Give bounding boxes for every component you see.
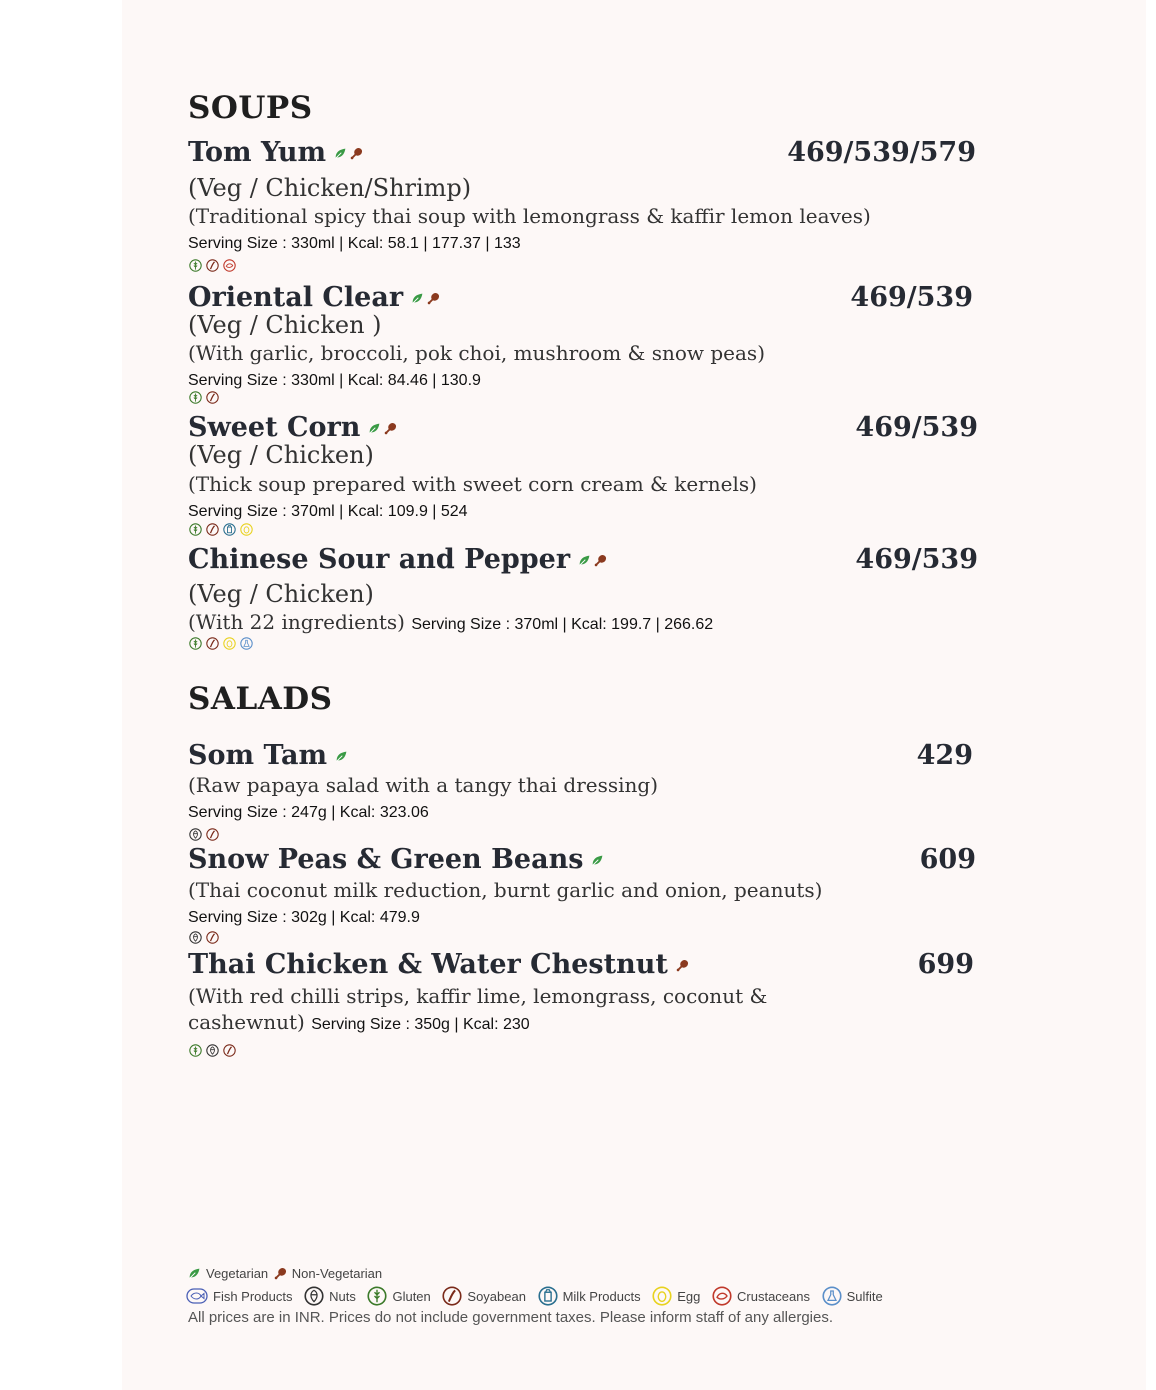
allergens-chinese-sour-pepper <box>189 637 253 651</box>
vegetarian-icon <box>368 422 381 435</box>
legend-gluten: Gluten <box>392 1288 431 1304</box>
legend-sulfite: Sulfite <box>846 1288 883 1304</box>
allergens-thai-chicken <box>189 1044 236 1058</box>
variant-tom-yum: (Veg / Chicken/Shrimp) <box>188 174 472 202</box>
nuts-icon <box>189 931 202 944</box>
fish-products-icon <box>186 1286 208 1306</box>
serving-sweet-corn: Serving Size : 370ml | Kcal: 109.9 | 524 <box>188 503 468 520</box>
soybean-icon <box>206 391 219 404</box>
price-thai-chicken: 699 <box>917 949 974 980</box>
non-vegetarian-icon <box>594 554 607 567</box>
price-chinese-sour-pepper: 469/539 <box>855 544 978 575</box>
soybean-icon <box>223 1044 236 1057</box>
crustaceans-icon <box>712 1286 732 1306</box>
serving-som-tam: Serving Size : 247g | Kcal: 323.06 <box>188 804 429 821</box>
vegetarian-icon <box>335 750 348 763</box>
gluten-icon <box>189 523 202 536</box>
legend-egg: Egg <box>677 1288 701 1304</box>
soybean-icon <box>206 259 219 272</box>
non-vegetarian-icon <box>676 959 689 972</box>
allergens-sweet-corn <box>189 523 253 537</box>
nuts-icon <box>189 828 202 841</box>
price-sweet-corn: 469/539 <box>855 412 978 443</box>
crustaceans-icon <box>223 259 236 272</box>
non-vegetarian-icon <box>350 147 363 160</box>
description-thai-chicken-line2: cashewnut) Serving Size : 350g | Kcal: 230 <box>188 1010 530 1034</box>
soybean-icon <box>206 828 219 841</box>
description-oriental-clear: (With garlic, broccoli, pok choi, mushroom & snow peas) <box>188 341 765 365</box>
item-name-sweet-corn: Sweet Corn <box>188 412 397 443</box>
vegetarian-icon <box>591 854 604 867</box>
non-vegetarian-icon <box>274 1267 287 1280</box>
item-name-som-tam: Som Tam <box>188 740 348 771</box>
legend-fish: Fish Products <box>213 1288 293 1304</box>
legend-crustaceans: Crustaceans <box>737 1288 810 1304</box>
price-som-tam: 429 <box>916 740 973 771</box>
sulfite-icon <box>822 1286 842 1306</box>
variant-chinese-sour-pepper: (Veg / Chicken) <box>188 580 374 608</box>
variant-oriental-clear: (Veg / Chicken ) <box>188 311 382 339</box>
item-name-snow-peas: Snow Peas & Green Beans <box>188 844 604 875</box>
vegetarian-icon <box>334 147 347 160</box>
non-vegetarian-icon <box>384 422 397 435</box>
serving-tom-yum: Serving Size : 330ml | Kcal: 58.1 | 177.37 | 133 <box>188 235 521 252</box>
gluten-icon <box>367 1286 387 1306</box>
legend-vegetarian: Vegetarian <box>206 1266 269 1281</box>
price-snow-peas: 609 <box>919 844 976 875</box>
egg-icon <box>223 637 236 650</box>
section-title-soups: SOUPS <box>188 90 313 126</box>
milk-products-icon <box>538 1286 558 1306</box>
allergen-legend <box>186 1286 891 1309</box>
item-name-oriental-clear: Oriental Clear <box>188 282 440 313</box>
allergens-som-tam <box>189 828 219 842</box>
serving-oriental-clear: Serving Size : 330ml | Kcal: 84.46 | 130.9 <box>188 372 481 389</box>
gluten-icon <box>189 637 202 650</box>
legend-non-vegetarian: Non-Vegetarian <box>291 1266 383 1281</box>
item-name-chinese-sour-pepper: Chinese Sour and Pepper <box>188 544 607 575</box>
description-snow-peas: (Thai coconut milk reduction, burnt garlic and onion, peanuts) <box>188 878 823 902</box>
item-name-tom-yum: Tom Yum <box>188 137 363 168</box>
soybean-icon <box>206 931 219 944</box>
diet-legend <box>188 1266 390 1283</box>
serving-chinese-sour-pepper: Serving Size : 370ml | Kcal: 199.7 | 266.62 <box>411 616 714 633</box>
nuts-icon <box>304 1286 324 1306</box>
allergens-oriental-clear <box>189 391 219 405</box>
soybean-icon <box>442 1286 462 1306</box>
vegetarian-icon <box>411 292 424 305</box>
allergens-tom-yum <box>189 259 236 273</box>
egg-icon <box>652 1286 672 1306</box>
serving-thai-chicken: Serving Size : 350g | Kcal: 230 <box>311 1016 530 1033</box>
milk-products-icon <box>223 523 236 536</box>
price-oriental-clear: 469/539 <box>850 282 973 313</box>
gluten-icon <box>189 1044 202 1057</box>
variant-sweet-corn: (Veg / Chicken) <box>188 441 374 469</box>
description-som-tam: (Raw papaya salad with a tangy thai dressing) <box>188 773 658 797</box>
vegetarian-icon <box>188 1267 201 1280</box>
legend-milk: Milk Products <box>562 1288 641 1304</box>
legend-nuts: Nuts <box>329 1288 356 1304</box>
legend-soybean: Soyabean <box>467 1288 526 1304</box>
gluten-icon <box>189 391 202 404</box>
nuts-icon <box>206 1044 219 1057</box>
section-title-salads: SALADS <box>188 681 333 717</box>
footer-note: All prices are in INR. Prices do not include government taxes. Please inform staff of any allergies. <box>188 1309 834 1326</box>
vegetarian-icon <box>578 554 591 567</box>
description-sweet-corn: (Thick soup prepared with sweet corn cream & kernels) <box>188 472 757 496</box>
allergens-snow-peas <box>189 931 219 945</box>
item-name-thai-chicken: Thai Chicken & Water Chestnut <box>188 949 689 980</box>
price-tom-yum: 469/539/579 <box>787 137 976 168</box>
gluten-icon <box>189 259 202 272</box>
soybean-icon <box>206 523 219 536</box>
egg-icon <box>240 523 253 536</box>
description-thai-chicken: (With red chilli strips, kaffir lime, lemongrass, coconut & <box>188 984 768 1008</box>
description-chinese-sour-pepper: (With 22 ingredients) Serving Size : 370ml | Kcal: 199.7 | 266.62 <box>188 610 714 634</box>
sulfite-icon <box>240 637 253 650</box>
description-tom-yum: (Traditional spicy thai soup with lemongrass & kaffir lemon leaves) <box>188 204 871 228</box>
non-vegetarian-icon <box>427 292 440 305</box>
soybean-icon <box>206 637 219 650</box>
serving-snow-peas: Serving Size : 302g | Kcal: 479.9 <box>188 909 420 926</box>
